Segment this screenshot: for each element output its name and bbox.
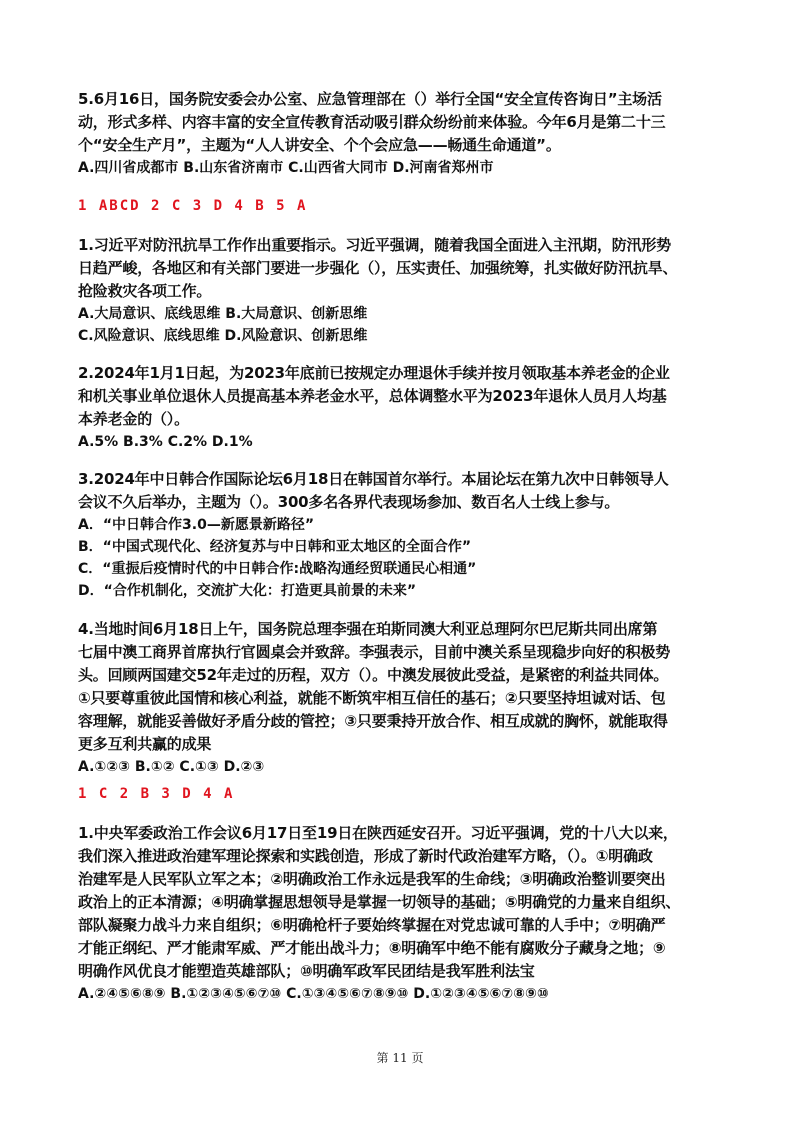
question-text-line: 才能正纲纪、严才能肃军威、严才能出战斗力；⑧明确军中绝不能有腐败分子藏身之地；⑨ <box>78 939 666 957</box>
question-options: A.四川省成都市 B.山东省济南市 C.山西省大同市 D.河南省郑州市 <box>78 160 494 176</box>
question-text-line: 和机关事业单位退休人员提高基本养老金水平，总体调整水平为2023年退休人员月人均基 <box>78 387 667 405</box>
question-text-line: 明确作风优良才能塑造英雄部队；⑩明确军政军民团结是我军胜利法宝 <box>78 962 535 980</box>
question-text-line: 3.2024年中日韩合作国际论坛6月18日在韩国首尔举行。本届论坛在第九次中日韩领导人 <box>78 470 669 488</box>
question-text-line: ①只要尊重彼此国情和核心利益，就能不断筑牢相互信任的基石；②只要坚持坦诚对话、包 <box>78 689 666 707</box>
question-option: D．“合作机制化，交流扩大化：打造更具前景的未来” <box>78 583 417 599</box>
question-text-line: 部队凝聚力战斗力来自组织；⑥明确枪杆子要始终掌握在对党忠诚可靠的人手中；⑦明确严 <box>78 916 666 934</box>
question-option: A．“中日韩合作3.0—新愿景新路径” <box>78 517 315 533</box>
question-text-line: 容理解，就能妥善做好矛盾分歧的管控；③只要秉持开放合作、相互成就的胸怀，就能取得 <box>78 712 668 730</box>
question-text-line: 动，形式多样、内容丰富的安全宣传教育活动吸引群众纷纷前来体验。今年6月是第二十三 <box>78 113 666 131</box>
question-text-line: 个“安全生产月”，主题为“人人讲安全、个个会应急——畅通生命通道”。 <box>78 136 561 154</box>
question-text-line: 治建军是人民军队立军之本；②明确政治工作永远是我军的生命线；③明确政治整训要突出 <box>78 870 666 888</box>
answer-key: 1 C 2 B 3 D 4 A <box>78 786 235 802</box>
question-text-line: 4.当地时间6月18日上午，国务院总理李强在珀斯同澳大利亚总理阿尔巴尼斯共同出席第 <box>78 620 658 638</box>
question-options: A.①②③ B.①② C.①③ D.②③ <box>78 759 265 775</box>
question-option: C.风险意识、底线思维 D.风险意识、创新思维 <box>78 328 368 344</box>
question-text-line: 2.2024年1月1日起，为2023年底前已按规定办理退休手续并按月领取基本养老金的企业 <box>78 364 670 382</box>
question-text-line: 本养老金的（）。 <box>78 410 189 428</box>
question-text-line: 日趋严峻，各地区和有关部门要进一步强化（），压实责任、加强统筹，扎实做好防汛抗旱、 <box>78 259 678 277</box>
question-text-line: 政治上的正本清源；④明确掌握思想领导是掌握一切领导的基础；⑤明确党的力量来自组织、 <box>78 893 681 911</box>
question-text-line: 5.6月16日，国务院安委会办公室、应急管理部在（）举行全国“安全宣传咨询日”主场活 <box>78 90 662 108</box>
question-text-line: 1.中央军委政治工作会议6月17日至19日在陕西延安召开。习近平强调，党的十八大以来， <box>78 824 678 842</box>
question-text-line: 七届中澳工商界首席执行官圆桌会并致辞。李强表示，目前中澳关系呈现稳步向好的积极势 <box>78 643 671 661</box>
question-2 <box>78 362 738 453</box>
question-text-line: 会议不久后举办，主题为（）。300多名各界代表现场参加、数百名人士线上参与。 <box>78 493 620 511</box>
answer-key: 1 ABCD 2 C 3 D 4 B 5 A <box>78 198 308 214</box>
question-4 <box>78 618 738 778</box>
question-option: C．“重振后疫情时代的中日韩合作:战略沟通经贸联通民心相通” <box>78 561 477 577</box>
page-number: 第 11 页 <box>376 1051 424 1065</box>
question-text-line: 更多互利共赢的成果 <box>78 735 212 753</box>
question-text-line: 1.习近平对防汛抗旱工作作出重要指示。习近平强调，随着我国全面进入主汛期，防汛形势 <box>78 236 671 254</box>
question-5 <box>78 88 738 179</box>
question-1 <box>78 234 738 347</box>
question-option: B．“中国式现代化、经济复苏与中日韩和亚太地区的全面合作” <box>78 539 472 555</box>
question-1b <box>78 822 738 1005</box>
question-options: A.5% B.3% C.2% D.1% <box>78 434 253 450</box>
question-3 <box>78 468 738 602</box>
question-option: A.大局意识、底线思维 B.大局意识、创新思维 <box>78 306 368 322</box>
question-text-line: 头。回顾两国建交52年走过的历程，双方（）。中澳发展彼此受益，是紧密的利益共同体。 <box>78 666 669 684</box>
question-options: A.②④⑤⑥⑧⑨ B.①②③④⑤⑥⑦⑩ C.①③④⑤⑥⑦⑧⑨⑩ D.①②③④⑤⑥⑦⑧⑨⑩ <box>78 986 549 1002</box>
question-text-line: 我们深入推进政治建军理论探索和实践创造，形成了新时代政治建军方略，（）。①明确政 <box>78 847 653 865</box>
question-text-line: 抢险救灾各项工作。 <box>78 282 212 300</box>
